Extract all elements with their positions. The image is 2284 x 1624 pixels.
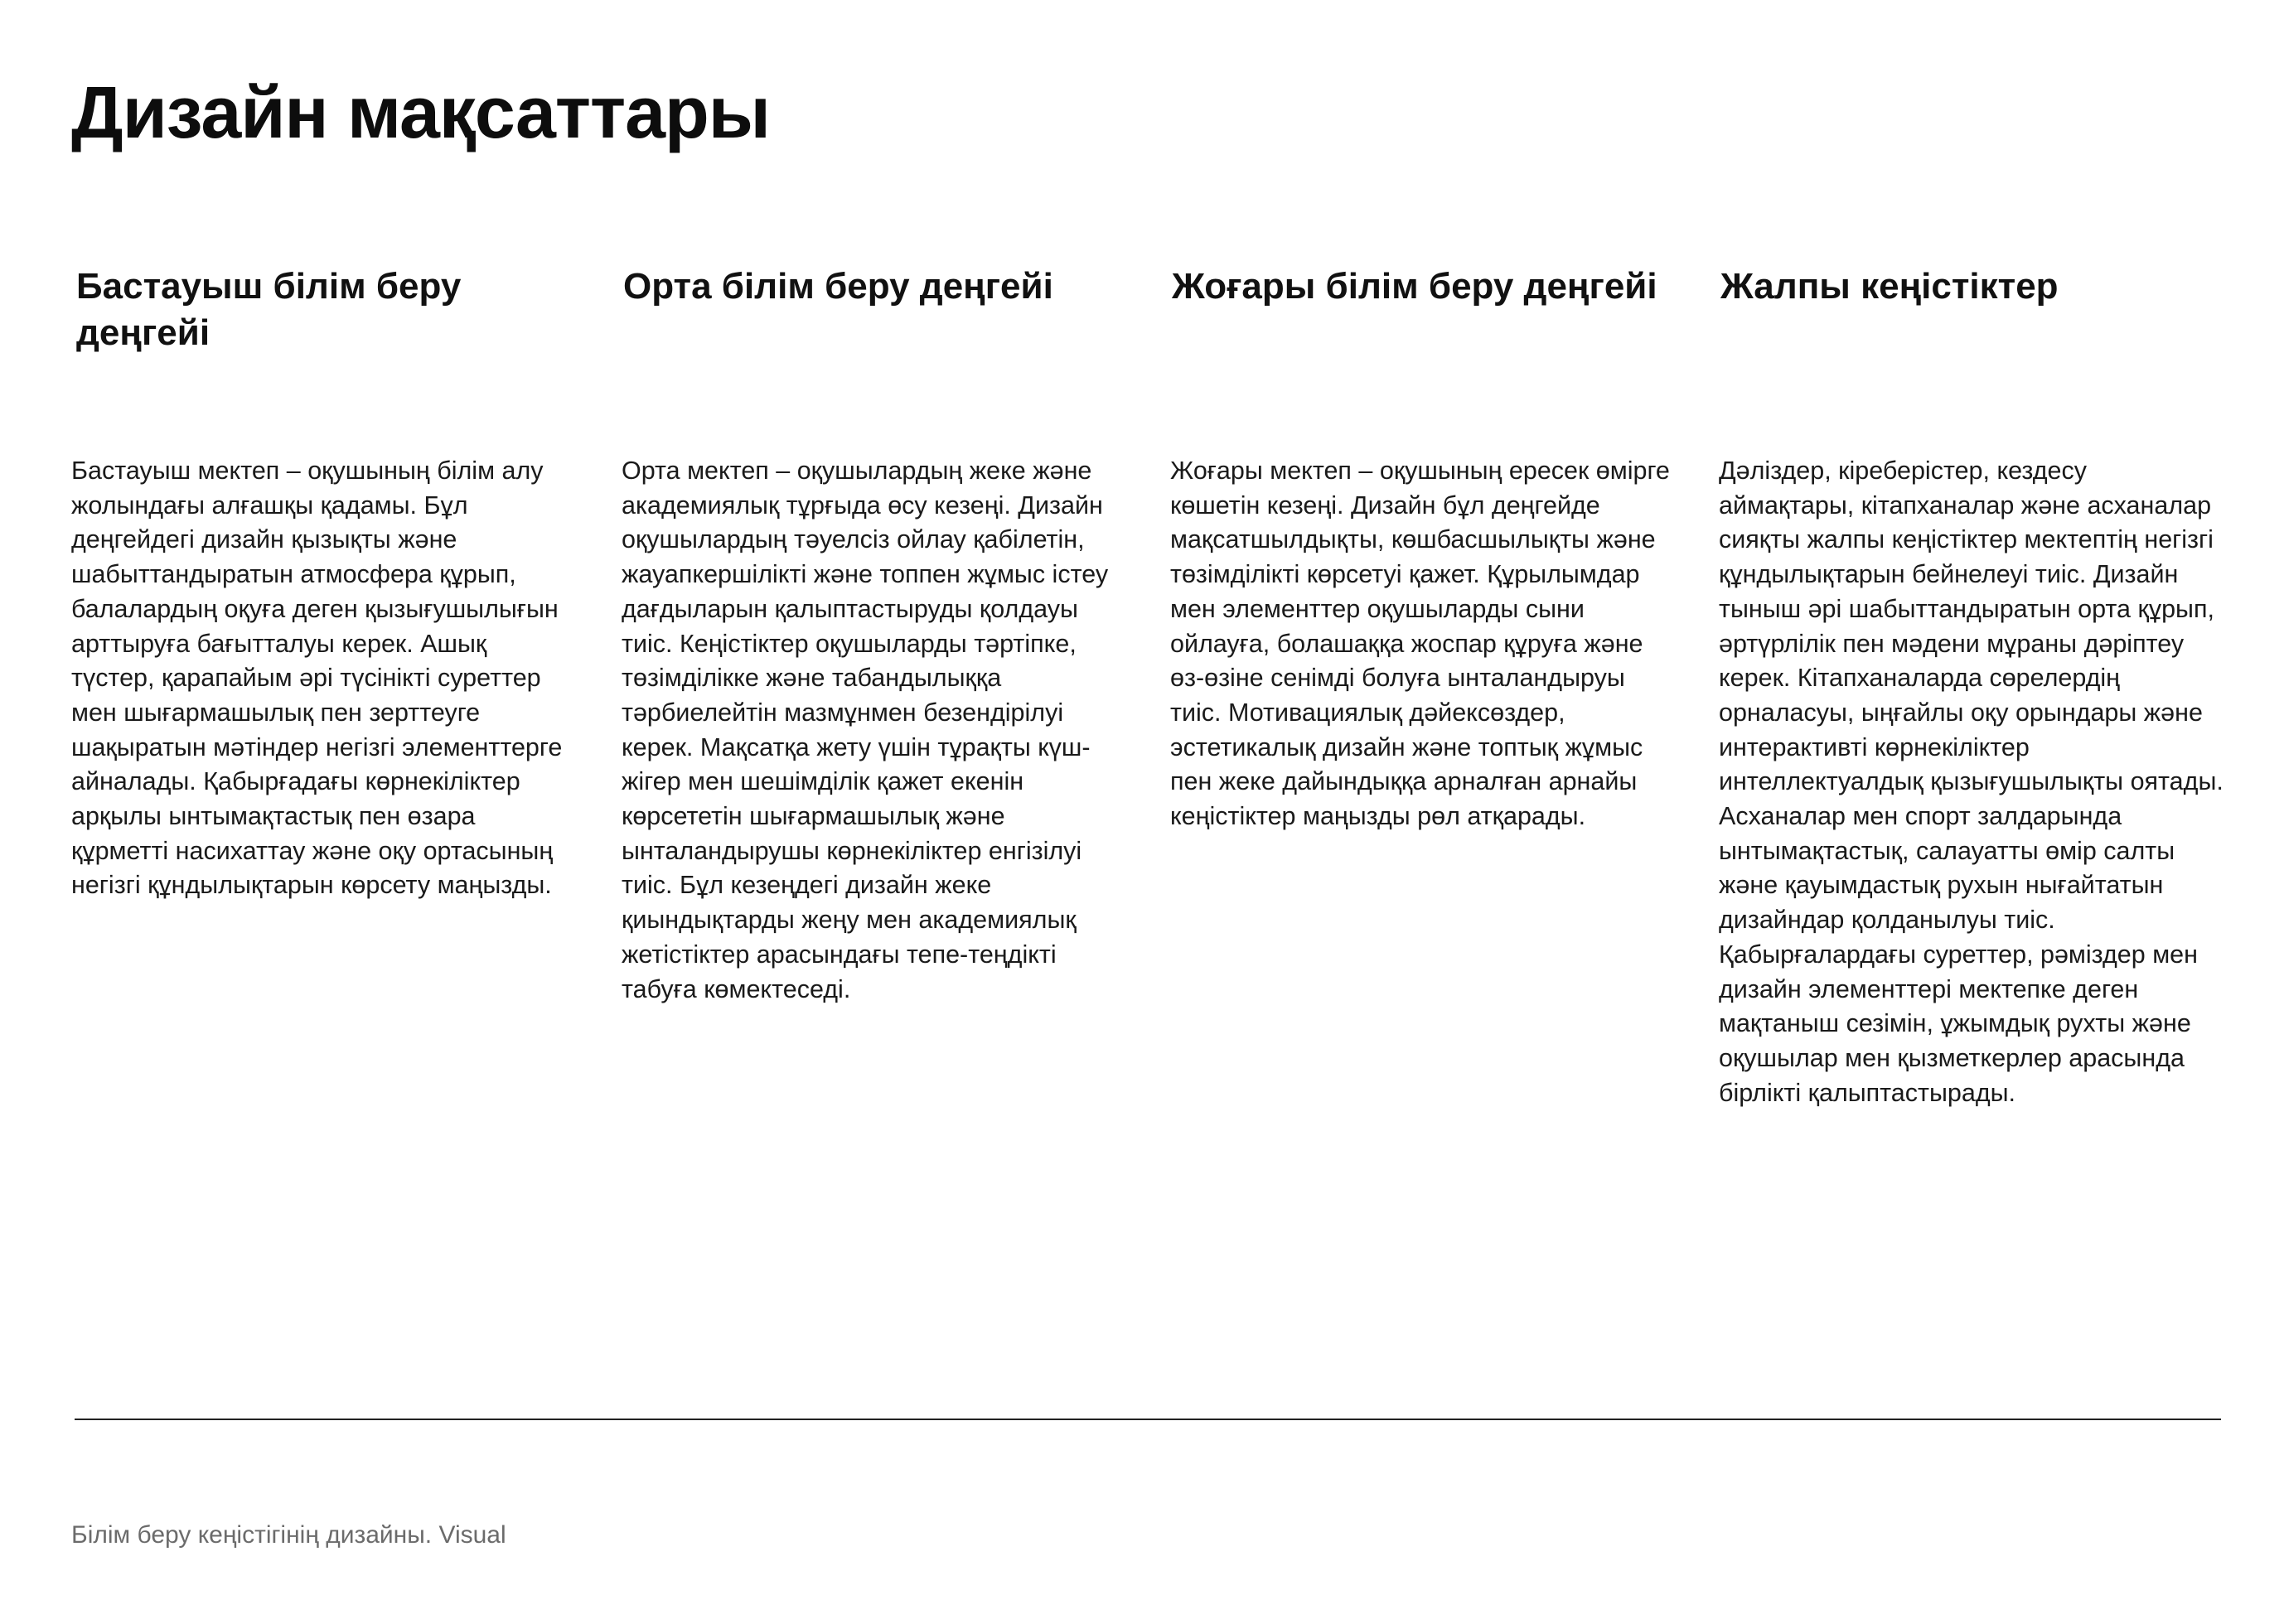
design-goals-columns bbox=[71, 263, 2226, 1258]
column-higher-education bbox=[1170, 263, 1676, 834]
column-body: Дәліздер, кіреберістер, кездесу аймақтары, кітапханалар және асханалар сияқты жалпы кеңістіктер мектептің негізгі құндылықтарын бейнелеуі тиіс. Дизайн тыныш әрі шабыттандыратын орта құрып, әртүрлілік пен мәдени мұраны дәріптеу керек. Кітапханаларда сөрелердің орналасуы, ыңғайлы оқу орындары және интерактивті көрнекіліктер интеллектуалдық қызығушылықты оятады. Асханалар мен спорт залдарында ынтымақтастық, салауатты өмір салты және қауымдастық рухын нығайтатын дизайндар қолданылуы тиіс. Қабырғалардағы суреттер, рәміздер мен дизайн элементтері мектепке деген мақтаныш сезімін, ұжымдық рухты және оқушылар мен қызметкерлер арасында бірлікті қалыптастырады. bbox=[1719, 457, 2224, 1107]
column-heading: Бастауыш білім беру деңгейі bbox=[76, 266, 462, 353]
column-secondary-education bbox=[622, 263, 1127, 1007]
footer-divider bbox=[75, 1419, 2221, 1420]
column-common-spaces bbox=[1719, 263, 2224, 1110]
column-body: Жоғары мектеп – оқушының ересек өмірге көшетін кезеңі. Дизайн бұл деңгейде мақсатшылдықты, көшбасшылықты және төзімділікті көрсетуі қажет. Құрылымдар мен элементтер оқушыларды сыни ойлауға, болашаққа жоспар құруға және өз-өзіне сенімді болуға ынталандыруы тиіс. Мотивациялық дәйексөздер, эстетикалық дизайн және топтық жұмыс пен жеке дайындыққа арналған арнайы кеңістіктер маңызды рөл атқарады. bbox=[1170, 457, 1670, 831]
column-body: Орта мектеп – оқушылардың жеке және академиялық тұрғыда өсу кезеңі. Дизайн оқушылардың тәуелсіз ойлау қабілетін, жауапкершілікті және топпен жұмыс істеу дағдыларын қалыптастыруды қолдауы тиіс. Кеңістіктер оқушыларды тәртіпке, төзімділікке және табандылыққа тәрбиелейтін мазмұнмен безендірілуі керек. Мақсатқа жету үшін тұрақты күш-жігер мен шешімділік қажет екенін көрсететін шығармашылық және ынталандырушы көрнекіліктер енгізілуі тиіс. Бұл кезеңдегі дизайн жеке қиындықтарды жеңу мен академиялық жетістіктер арасындағы тепе-теңдікті табуға көмектеседі. bbox=[622, 457, 1109, 1003]
column-heading: Орта білім беру деңгейі bbox=[623, 266, 1053, 307]
column-body: Бастауыш мектеп – оқушының білім алу жолындағы алғашқы қадамы. Бұл деңгейдегі дизайн қызықты және шабыттандыратын атмосфера құрып, балалардың оқуға деген қызығушылығын арттыруға бағытталуы керек. Ашық түстер, қарапайым әрі түсінікті суреттер мен шығармашылық пен зерттеуге шақыратын мәтіндер негізгі элементтерге айналады. Қабырғадағы көрнекіліктер арқылы ынтымақтастық пен өзара құрметті насихаттау және оқу ортасының негізгі құндылықтарын көрсету маңызды. bbox=[71, 457, 563, 900]
column-heading: Жалпы кеңістіктер bbox=[1720, 266, 2059, 307]
footer-caption: Білім беру кеңістігінің дизайны. Visual bbox=[71, 1521, 506, 1549]
column-primary-education bbox=[71, 263, 577, 903]
page-title: Дизайн мақсаттары bbox=[71, 71, 770, 153]
column-heading: Жоғары білім беру деңгейі bbox=[1172, 266, 1657, 307]
